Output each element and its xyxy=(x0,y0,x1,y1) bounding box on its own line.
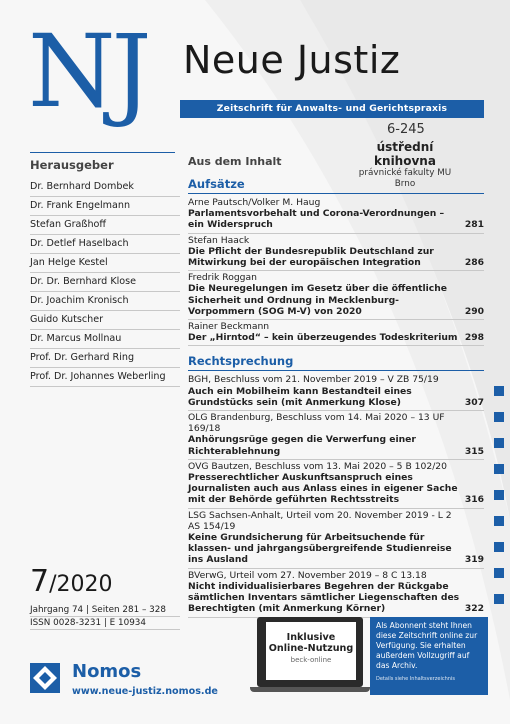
toc-entry-page: 290 xyxy=(464,305,484,317)
toc-entry xyxy=(188,196,484,234)
edge-square xyxy=(494,386,504,396)
issue-year: /2020 xyxy=(49,572,113,597)
toc-entry-page: 307 xyxy=(464,396,484,408)
promo-text: Als Abonnent steht Ihnen diese Zeitschrift online zur Verfügung. Sie erhalten außerdem Vollzugriff auf das Archiv. xyxy=(376,621,478,670)
toc-entry-title: Keine Grundsicherung für Arbeitsuchende für klassen- und jahrgangsübergreifende Studienreise ins Ausland xyxy=(188,532,452,566)
toc-entry-author: Stefan Haack xyxy=(188,234,250,246)
toc-entry-title: Parlamentsvorbehalt und Corona-Verordnungen – ein Widerspruch xyxy=(188,208,445,231)
stamp-line-2: právnické fakulty MU xyxy=(358,168,452,178)
toc-entry-title: Die Neuregelungen im Gesetz über die öffentliche Sicherheit und Ordnung in Mecklenburg-Vorpommern (SOG M-V) von 2020 xyxy=(188,283,448,317)
toc-entry-page: 298 xyxy=(464,332,484,344)
toc-entry-author: OLG Brandenburg, Beschluss vom 14. Mai 2020 – 13 UF 169/18 xyxy=(188,412,445,435)
toc-entry xyxy=(188,460,484,509)
publisher-url[interactable]: www.neue-justiz.nomos.de xyxy=(72,686,218,697)
edge-square xyxy=(494,438,504,448)
stamp-line-3: Brno xyxy=(394,179,416,189)
issue-issn: ISSN 0028-3231 | E 10934 xyxy=(30,617,180,630)
promo-headline: Inklusive Online-Nutzung xyxy=(268,632,354,654)
laptop-base xyxy=(250,687,370,692)
nomos-logo-icon xyxy=(30,663,60,693)
toc-entry-page: 316 xyxy=(464,494,484,506)
toc-entry xyxy=(188,320,484,346)
toc-entry-author: Fredrik Roggan xyxy=(188,272,257,284)
toc-entry-page: 319 xyxy=(464,554,484,566)
sidebar-divider xyxy=(30,152,175,153)
toc-entry-title: Die Pflicht der Bundesrepublik Deutschland zur Mitwirkung bei der europäischen Integration xyxy=(188,245,434,269)
promo-sub: beck-online xyxy=(290,656,332,664)
editors-heading: Herausgeber xyxy=(30,158,114,172)
toc-entry-author: OVG Bautzen, Beschluss vom 13. Mai 2020 – 5 B 102/20 xyxy=(188,460,447,472)
stamp-line-1: ústřední knihovna xyxy=(374,140,436,168)
issue-number xyxy=(30,566,113,601)
edge-square xyxy=(494,542,504,552)
toc-entry-page: 286 xyxy=(464,257,484,269)
promo-note: Details siehe Inhaltsverzeichnis xyxy=(376,676,455,682)
section-rechtsprechung-title: Rechtsprechung xyxy=(188,354,484,371)
toc-entry xyxy=(188,509,484,569)
toc-entry-page: 315 xyxy=(464,445,484,457)
toc-entry-author: Arne Pautsch/Volker M. Haug xyxy=(188,197,321,208)
issue-no: 7 xyxy=(30,564,50,599)
edge-square xyxy=(494,568,504,578)
issue-volume-pages: Jahrgang 74 | Seiten 281 – 328 xyxy=(30,604,180,617)
section-aufsaetze xyxy=(188,196,484,346)
toc-entry-title: Anhörungsrüge gegen die Verwerfung einer Richterablehnung xyxy=(188,434,416,457)
toc-entry-page: 322 xyxy=(464,603,484,615)
toc-entry-author: LSG Sachsen-Anhalt, Urteil vom 20. November 2019 - L 2 AS 154/19 xyxy=(188,509,452,532)
toc-entry xyxy=(188,373,484,411)
handwritten-shelfmark: 6-245 xyxy=(387,122,425,137)
editor-name: Stefan Graßhoff xyxy=(30,216,180,235)
editor-name: Jan Helge Kestel xyxy=(30,254,180,273)
toc-entry xyxy=(188,234,484,272)
section-rechtsprechung xyxy=(188,373,484,617)
toc-entry xyxy=(188,569,484,618)
issue-meta xyxy=(30,604,180,630)
promo-box xyxy=(370,617,488,695)
edge-square xyxy=(494,464,504,474)
journal-logo: NJ xyxy=(28,13,148,130)
journal-subtitle: Zeitschrift für Anwalts- und Gerichtspraxis xyxy=(180,100,484,118)
editor-name: Dr. Bernhard Dombek xyxy=(30,178,180,197)
publisher-name: Nomos xyxy=(72,661,142,682)
table-of-contents xyxy=(188,155,484,618)
editors-list xyxy=(30,178,180,387)
editor-name: Guido Kutscher xyxy=(30,311,180,330)
editor-name: Prof. Dr. Gerhard Ring xyxy=(30,349,180,368)
toc-entry xyxy=(188,411,484,460)
editor-name: Prof. Dr. Johannes Weberling xyxy=(30,368,180,387)
toc-entry-title: Der „Hirntod“ – kein überzeugendes Todeskriterium xyxy=(188,332,458,344)
toc-entry-title: Nicht individualisierbares Begehren der Rückgabe sämtlichen Inventars sämtlicher Liegenschaften des Berechtigten (mit Anmerkung Körner) xyxy=(188,580,460,615)
editor-name: Dr. Joachim Kronisch xyxy=(30,292,180,311)
edge-square xyxy=(494,490,504,500)
toc-entry-title: Auch ein Mobilheim kann Bestandteil eines Grundstücks sein (mit Anmerkung Klose) xyxy=(188,385,412,408)
contents-heading: Aus dem Inhalt xyxy=(188,155,282,168)
toc-entry-author: BVerwG, Urteil vom 27. November 2019 – 8 C 13.18 xyxy=(188,569,427,581)
section-aufsaetze-title: Aufsätze xyxy=(188,177,484,194)
editor-name: Dr. Marcus Mollnau xyxy=(30,330,180,349)
toc-entry-author: Rainer Beckmann xyxy=(188,321,270,333)
editor-name: Dr. Frank Engelmann xyxy=(30,197,180,216)
toc-entry xyxy=(188,271,484,320)
edge-square xyxy=(494,412,504,422)
toc-entry-title: Presserechtlicher Auskunftsanspruch eines Journalisten auch aus Anlass eines in eigener Sache mit der Behörde geführten Rechtsstreits xyxy=(188,472,458,506)
toc-entry-page: 281 xyxy=(464,219,484,231)
toc-entry-author: BGH, Beschluss vom 21. November 2019 – V ZB 75/19 xyxy=(188,374,439,386)
editor-name: Dr. Dr. Bernhard Klose xyxy=(30,273,180,292)
edge-square xyxy=(494,594,504,604)
edge-square xyxy=(494,516,504,526)
promo-screen xyxy=(266,622,356,680)
editor-name: Dr. Detlef Haselbach xyxy=(30,235,180,254)
journal-title: Neue Justiz xyxy=(183,38,401,82)
